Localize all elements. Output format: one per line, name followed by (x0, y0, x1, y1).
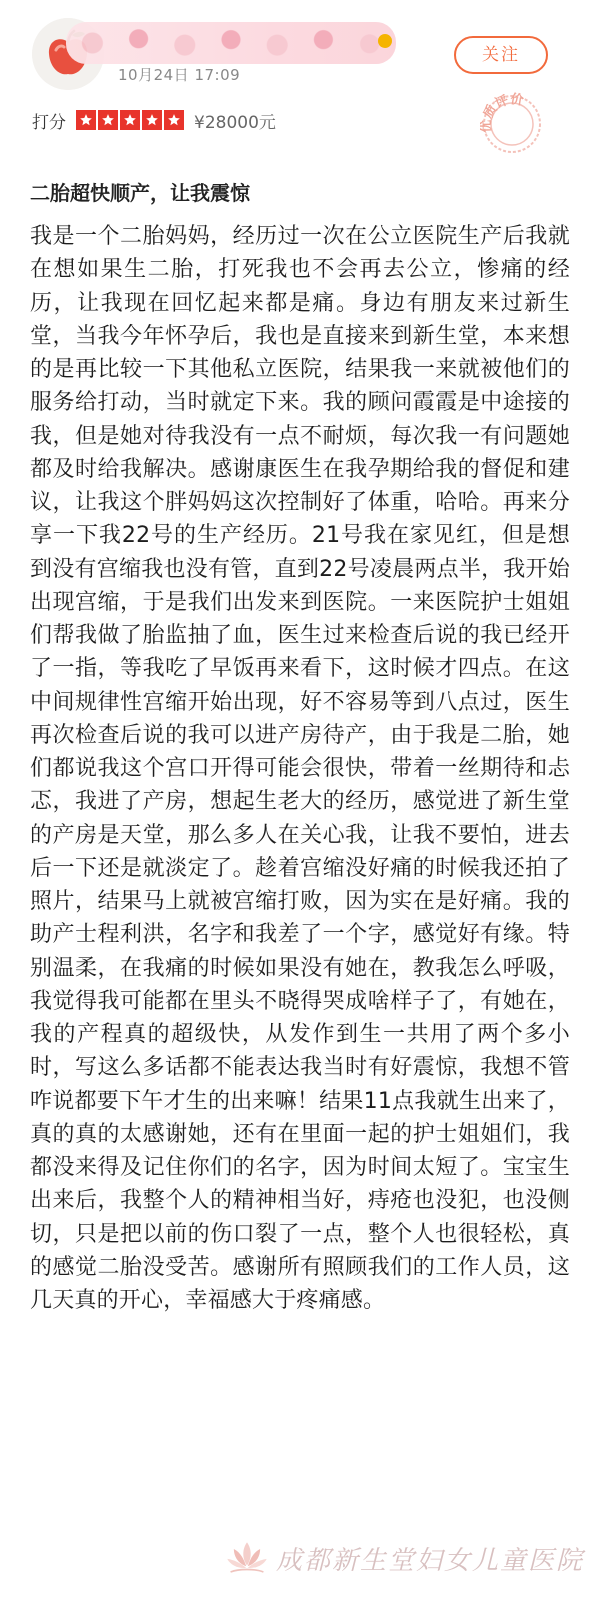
star-icon (120, 110, 140, 130)
post-body: 我是一个二胎妈妈，经历过一次在公立医院生产后我就在想如果生二胎，打死我也不会再去公立，惨痛的经历，让我现在回忆起来都是痛。身边有朋友来过新生堂，当我今年怀孕后，我也是直接来到新生堂，本来想的是再比较一下其他私立医院，结果我一来就被他们的服务给打动，当时就定下来。我的顾问霞霞是中途接的我，但是她对待我没有一点不耐烦，每次我一有问题她都及时给我解决。感谢康医生在我孕期给我的督促和建议，让我这个胖妈妈这次控制好了体重，哈哈。再来分享一下我22号的生产经历。21号我在家见红，但是想到没有宫缩我也没有管，直到22号凌晨两点半，我开始出现宫缩，于是我们出发来到医院。一来医院护士姐姐们帮我做了胎监抽了血，医生过来检查后说的我已经开了一指，等我吃了早饭再来看下，这时候才四点。在这中间规律性宫缩开始出现，好不容易等到八点过，医生再次检查后说的我可以进产房待产，由于我是二胎，她们都说我这个宫口开得可能会很快，带着一丝期待和忐忑，我进了产房，想起生老大的经历，感觉进了新生堂的产房是天堂，那么多人在关心我，让我不要怕，进去后一下还是就淡定了。趁着宫缩没好痛的时候我还拍了照片，结果马上就被宫缩打败，因为实在是好痛。我的助产士程利洪，名字和我差了一个字，感觉好有缘。特别温柔，在我痛的时候如果没有她在，教我怎么呼吸，我觉得我可能都在里头不晓得哭成啥样子了，有她在，我的产程真的超级快，从发作到生一共用了两个多小时，写这么多话都不能表达我当时有好震惊，我想不管咋说都要下午才生的出来嘛！结果11点我就生出来了，真的真的太感谢她，还有在里面一起的护士姐姐们，我都没来得及记住你们的名字，因为时间太短了。宝宝生出来后，我整个人的精神相当好，痔疮也没犯，也没侧切，只是把以前的伤口裂了一点，整个人也很轻松，真的感觉二胎没受苦。感谢所有照顾我们的工作人员，这几天真的开心，幸福感大于疼痛感。 (30, 224, 570, 1313)
review-header (0, 0, 600, 150)
price-value: ¥28000元 (194, 112, 276, 133)
star-icon (98, 110, 118, 130)
watermark-text: 成都新生堂妇女儿童医院 (275, 1545, 584, 1576)
post-timestamp: 10月24日 17:09 (118, 66, 241, 84)
follow-button[interactable]: 关注 (454, 36, 548, 74)
star-rating (76, 110, 184, 130)
star-icon (164, 110, 184, 130)
user-name-masked[interactable] (66, 22, 396, 64)
hospital-watermark (224, 1528, 584, 1588)
post-title: 二胎超快顺产，让我震惊 (30, 181, 250, 205)
star-icon (142, 110, 162, 130)
review-content (30, 178, 570, 1317)
rating-label: 打分 (32, 112, 66, 133)
badge-text: 优质评价 (480, 92, 525, 134)
quality-review-badge (480, 92, 544, 156)
lotus-logo-icon (224, 1533, 270, 1583)
star-icon (76, 110, 96, 130)
quality-seal-icon (480, 92, 544, 156)
rating-row (32, 106, 276, 134)
level-badge-icon (378, 34, 392, 48)
